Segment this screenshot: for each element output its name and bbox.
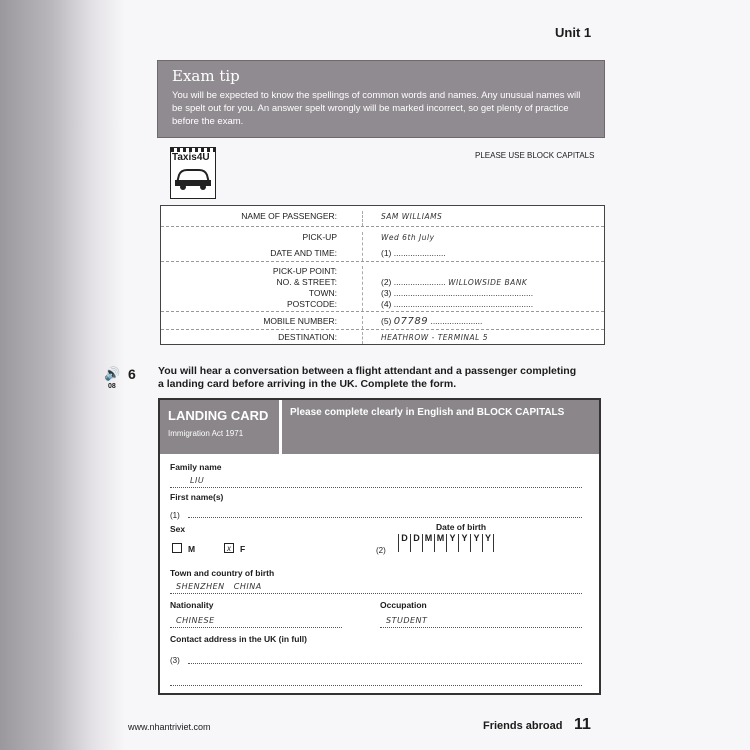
audio-track-number: 08 [108, 383, 116, 390]
taxi-booking-form [160, 205, 605, 345]
birthplace-label: Town and country of birth [170, 568, 275, 578]
sex-f-checkbox[interactable]: x [224, 543, 234, 553]
nationality-label: Nationality [170, 600, 214, 610]
footer-section-title: Friends abroad [483, 720, 563, 732]
taxis4u-logo: Taxis4U [170, 147, 216, 199]
exam-tip-title: Exam tip [172, 67, 240, 85]
first-name-label: First name(s) [170, 492, 224, 502]
exam-tip-text: You will be expected to know the spellings of common words and names. Any unusual names will be spelt out for you. An answer spelt wrongly will be marked incorrect, so get plenty of practice before the exam. [172, 90, 581, 127]
form-row-passenger: NAME OF PASSENGER: SAM WILLIAMS [161, 206, 604, 227]
exam-tip-box [157, 60, 605, 138]
audio-speaker-icon[interactable]: 🔊 [104, 366, 121, 381]
landing-card-form: LANDING CARD Immigration Act 1971 Please complete clearly in English and BLOCK CAPITALS Family name LIU First name(s) (1) Sex M x F Date of birth (2) D D M M Y Y Y Y Town and country of birth SHENZHEN CHINA Nationality CHINESE Occupation STUDENT Contact address in the UK (in full) (3) [158, 398, 601, 695]
unit-label: Unit 1 [555, 25, 592, 40]
occupation-field[interactable]: STUDENT [380, 616, 582, 628]
landing-card-instruction: Please complete clearly in English and BLOCK CAPITALS [290, 407, 565, 418]
family-name-field[interactable]: LIU [170, 476, 582, 488]
dob-label: Date of birth [436, 522, 487, 532]
dob-field[interactable]: D D M M Y Y Y Y [398, 534, 494, 552]
birthplace-field[interactable]: SHENZHEN CHINA [170, 582, 582, 594]
occupation-label: Occupation [380, 600, 427, 610]
form-row-mobile: MOBILE NUMBER: (5) 07789 ...................... [161, 312, 604, 330]
question-number: 6 [128, 366, 136, 382]
nationality-field[interactable]: CHINESE [170, 616, 342, 628]
sex-m-checkbox[interactable] [172, 543, 182, 553]
taxi-car-icon [173, 165, 213, 191]
footer-url: www.nhantriviet.com [128, 722, 211, 732]
form-row-pickup-date: PICK-UP DATE AND TIME: Wed 6th July (1) ...................... [161, 227, 604, 262]
landing-card-title: LANDING CARD [168, 408, 269, 423]
block-capitals-note: PLEASE USE BLOCK CAPITALS [475, 151, 595, 160]
question-text: You will hear a conversation between a flight attendant and a passenger completing a landing card before arriving in the UK. Complete the form. [158, 365, 577, 390]
page-number: 11 [574, 716, 591, 733]
family-name-label: Family name [170, 462, 222, 472]
address-label: Contact address in the UK (in full) [170, 634, 307, 644]
form-row-destination: DESTINATION: HEATHROW - TERMINAL 5 [161, 330, 604, 344]
address-field-line-1[interactable] [188, 652, 582, 664]
sex-label: Sex [170, 524, 186, 534]
first-name-field[interactable] [188, 506, 582, 518]
form-row-pickup-point: PICK-UP POINT: NO. & STREET: TOWN: POSTCODE: (2) ...................... WILLOWSIDE BANK (3) ........................................................... (4) ........................................................... [161, 262, 604, 312]
landing-card-header [160, 400, 599, 454]
address-field-line-2[interactable] [170, 674, 582, 686]
landing-card-subtitle: Immigration Act 1971 [168, 429, 244, 438]
